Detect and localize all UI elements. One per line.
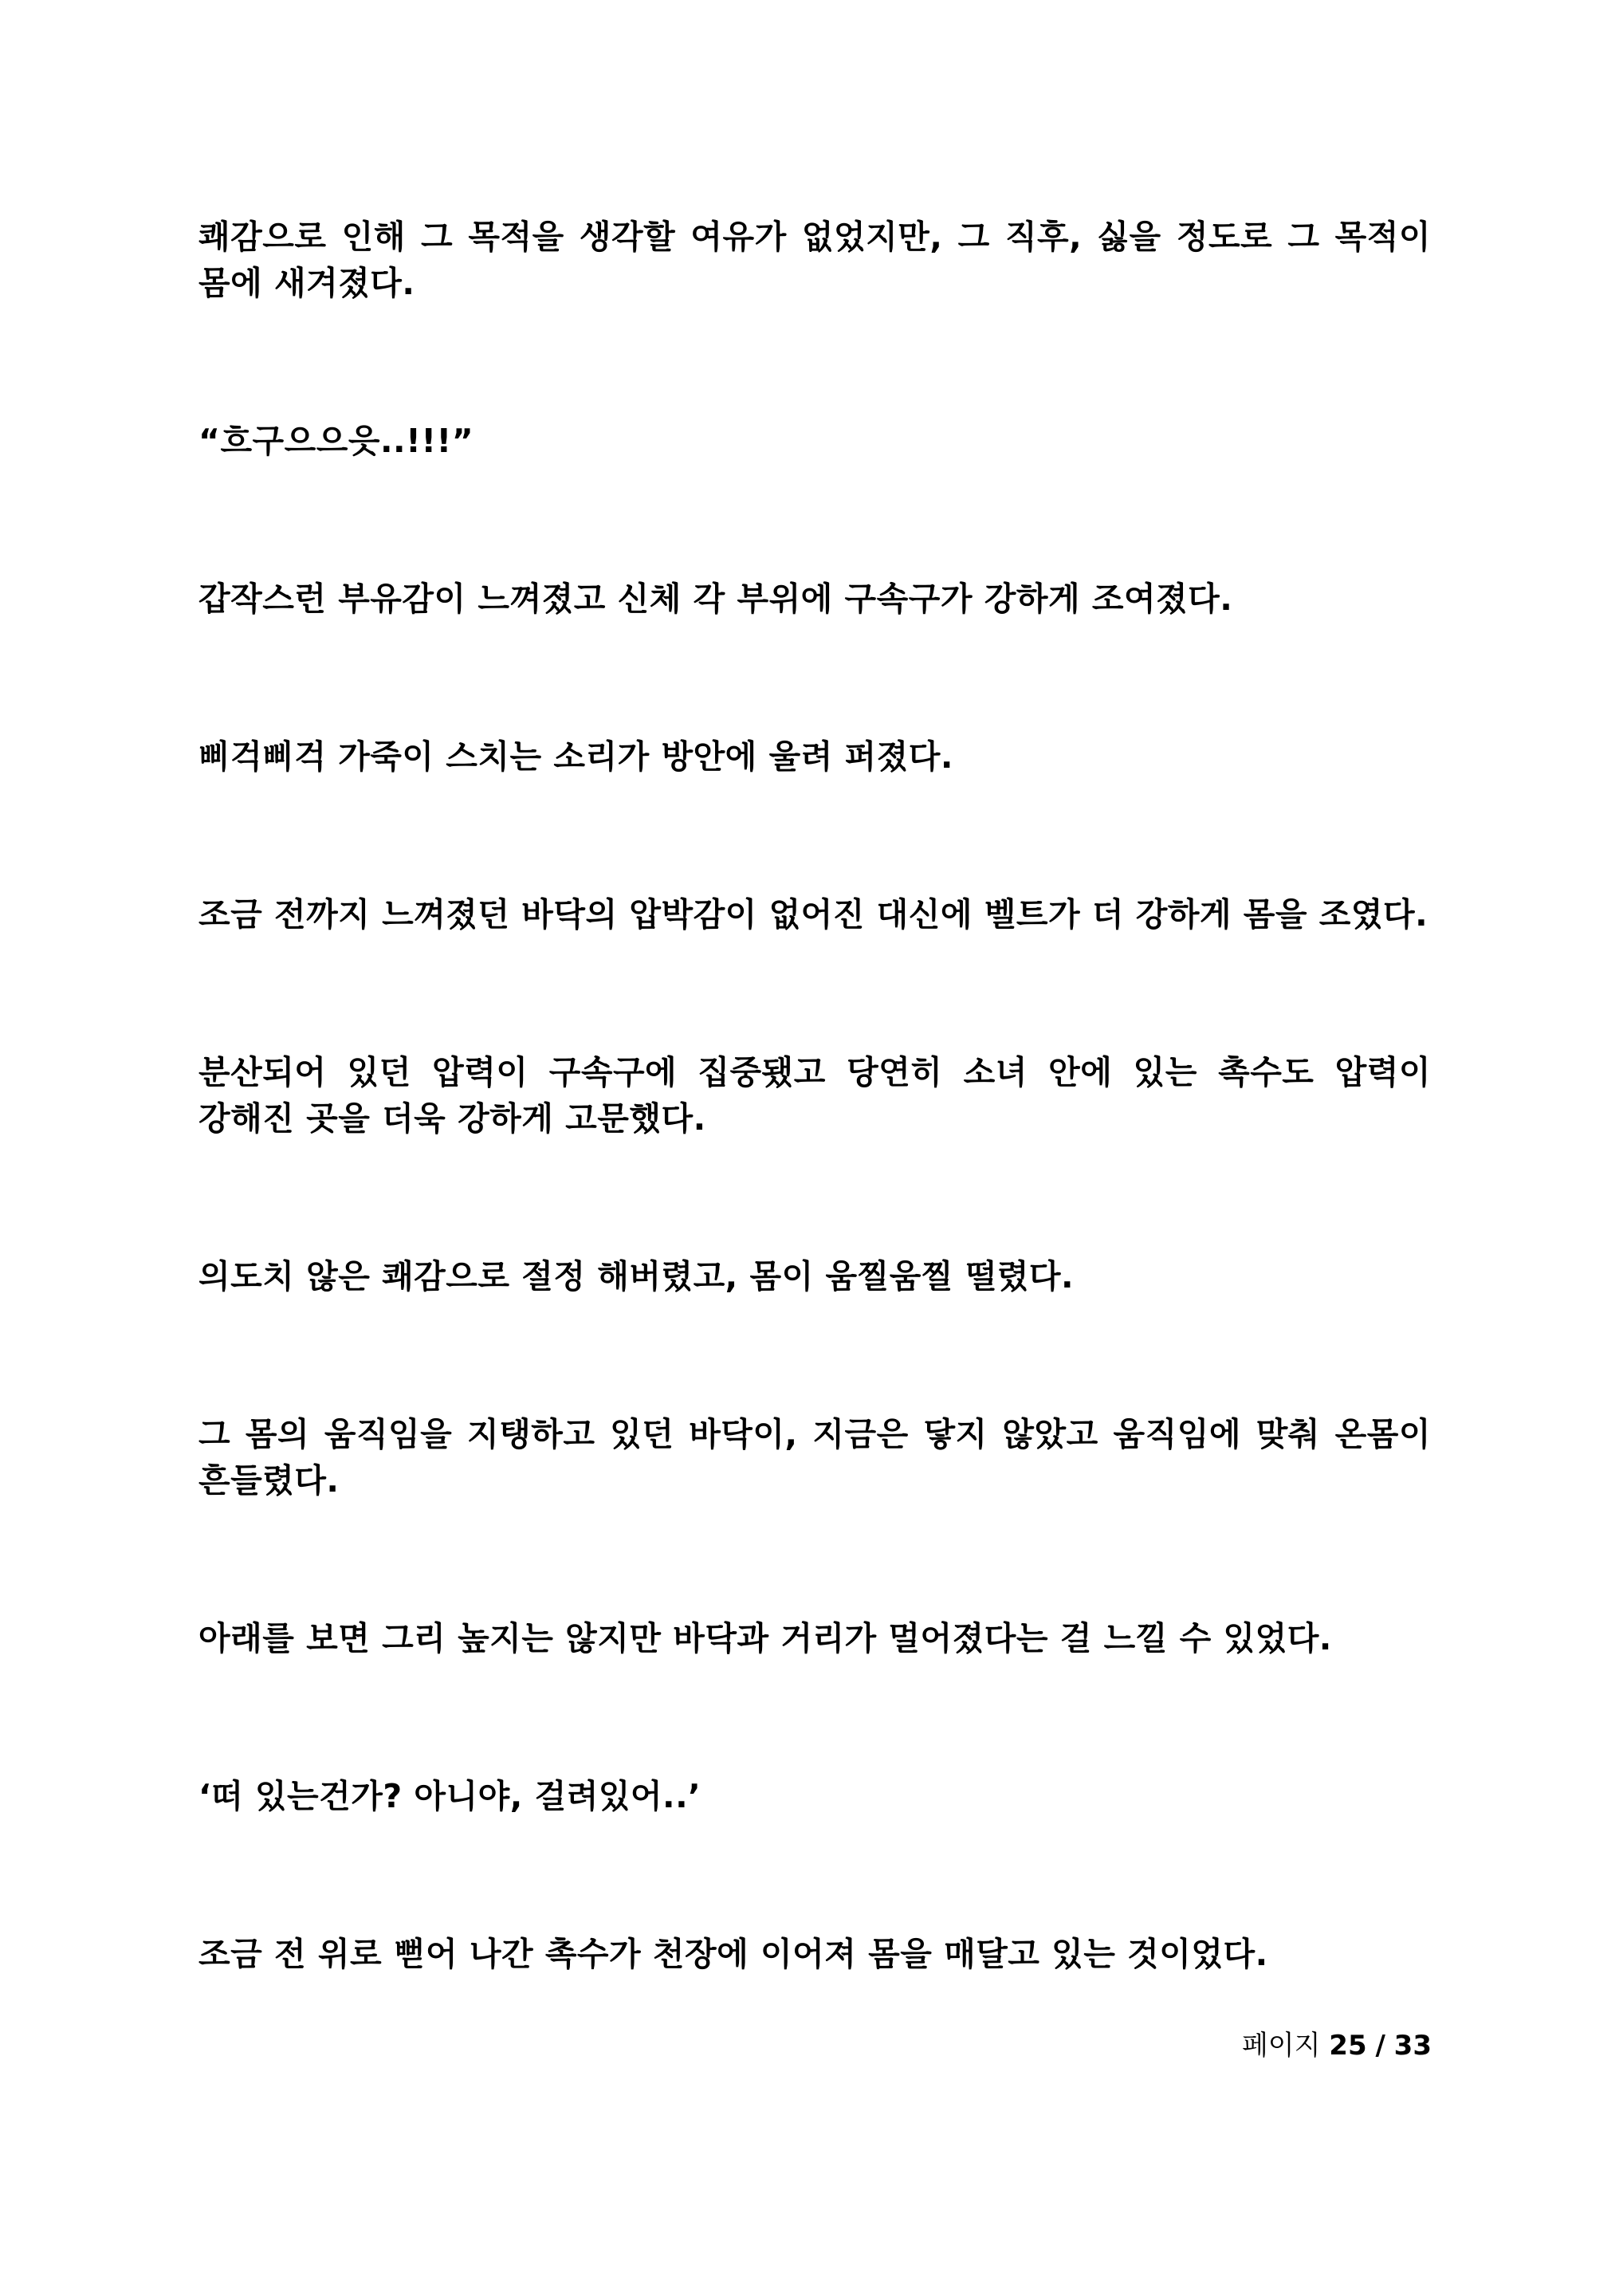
paragraph: 갑작스런 부유감이 느껴졌고 신체 각 부위에 구속구가 강하게 조여졌다. — [198, 580, 1233, 618]
body-text — [198, 214, 1431, 1977]
paragraph: 그 몸의 움직임을 지탱하고 있던 바닥이, 지금은 닿지 않았고 움직임에 맞춰 온몸이 흔들렸다. — [198, 1415, 1431, 1500]
paragraph: ‘떠 있는건가? 아니야, 걸려있어..’ — [198, 1777, 701, 1815]
paragraph: 쾌감으로 인해 그 목적을 생각할 여유가 없었지만, 그 직후, 싫을 정도로 그 목적이 몸에 새겨졌다. — [198, 218, 1431, 302]
current-page-number: 25 — [1329, 2030, 1367, 2062]
paragraph: 조금 전 위로 뻗어 나간 촉수가 천장에 이어져 몸을 매달고 있는 것이었다. — [198, 1935, 1268, 1973]
total-pages-number: 33 — [1393, 2030, 1432, 2062]
page-separator: / — [1375, 2030, 1385, 2062]
paragraph: 아래를 보면 그리 높지는 않지만 바닥과 거리가 멀어졌다는 걸 느낄 수 있었다. — [198, 1619, 1332, 1657]
paragraph: 조금 전까지 느껴졌던 바닥의 압박감이 없어진 대신에 벨트가 더 강하게 몸을 조였다. — [198, 895, 1428, 934]
page-number-footer — [1242, 2028, 1432, 2063]
paragraph: “흐구으으읏..!!!” — [198, 422, 474, 460]
paragraph: 삐걱삐걱 가죽이 스치는 소리가 방안에 울려 퍼졌다. — [198, 737, 953, 776]
page-label: 페이지 — [1241, 2030, 1321, 2062]
paragraph: 분산되어 있던 압력이 구속구에 집중됐고 당연히 소녀 안에 있는 촉수도 압력이 강해진 곳을 더욱 강하게 고문했다. — [198, 1053, 1431, 1138]
paragraph: 의도치 않은 쾌감으로 절정 해버렸고, 몸이 움찔움찔 떨렸다. — [198, 1257, 1075, 1295]
